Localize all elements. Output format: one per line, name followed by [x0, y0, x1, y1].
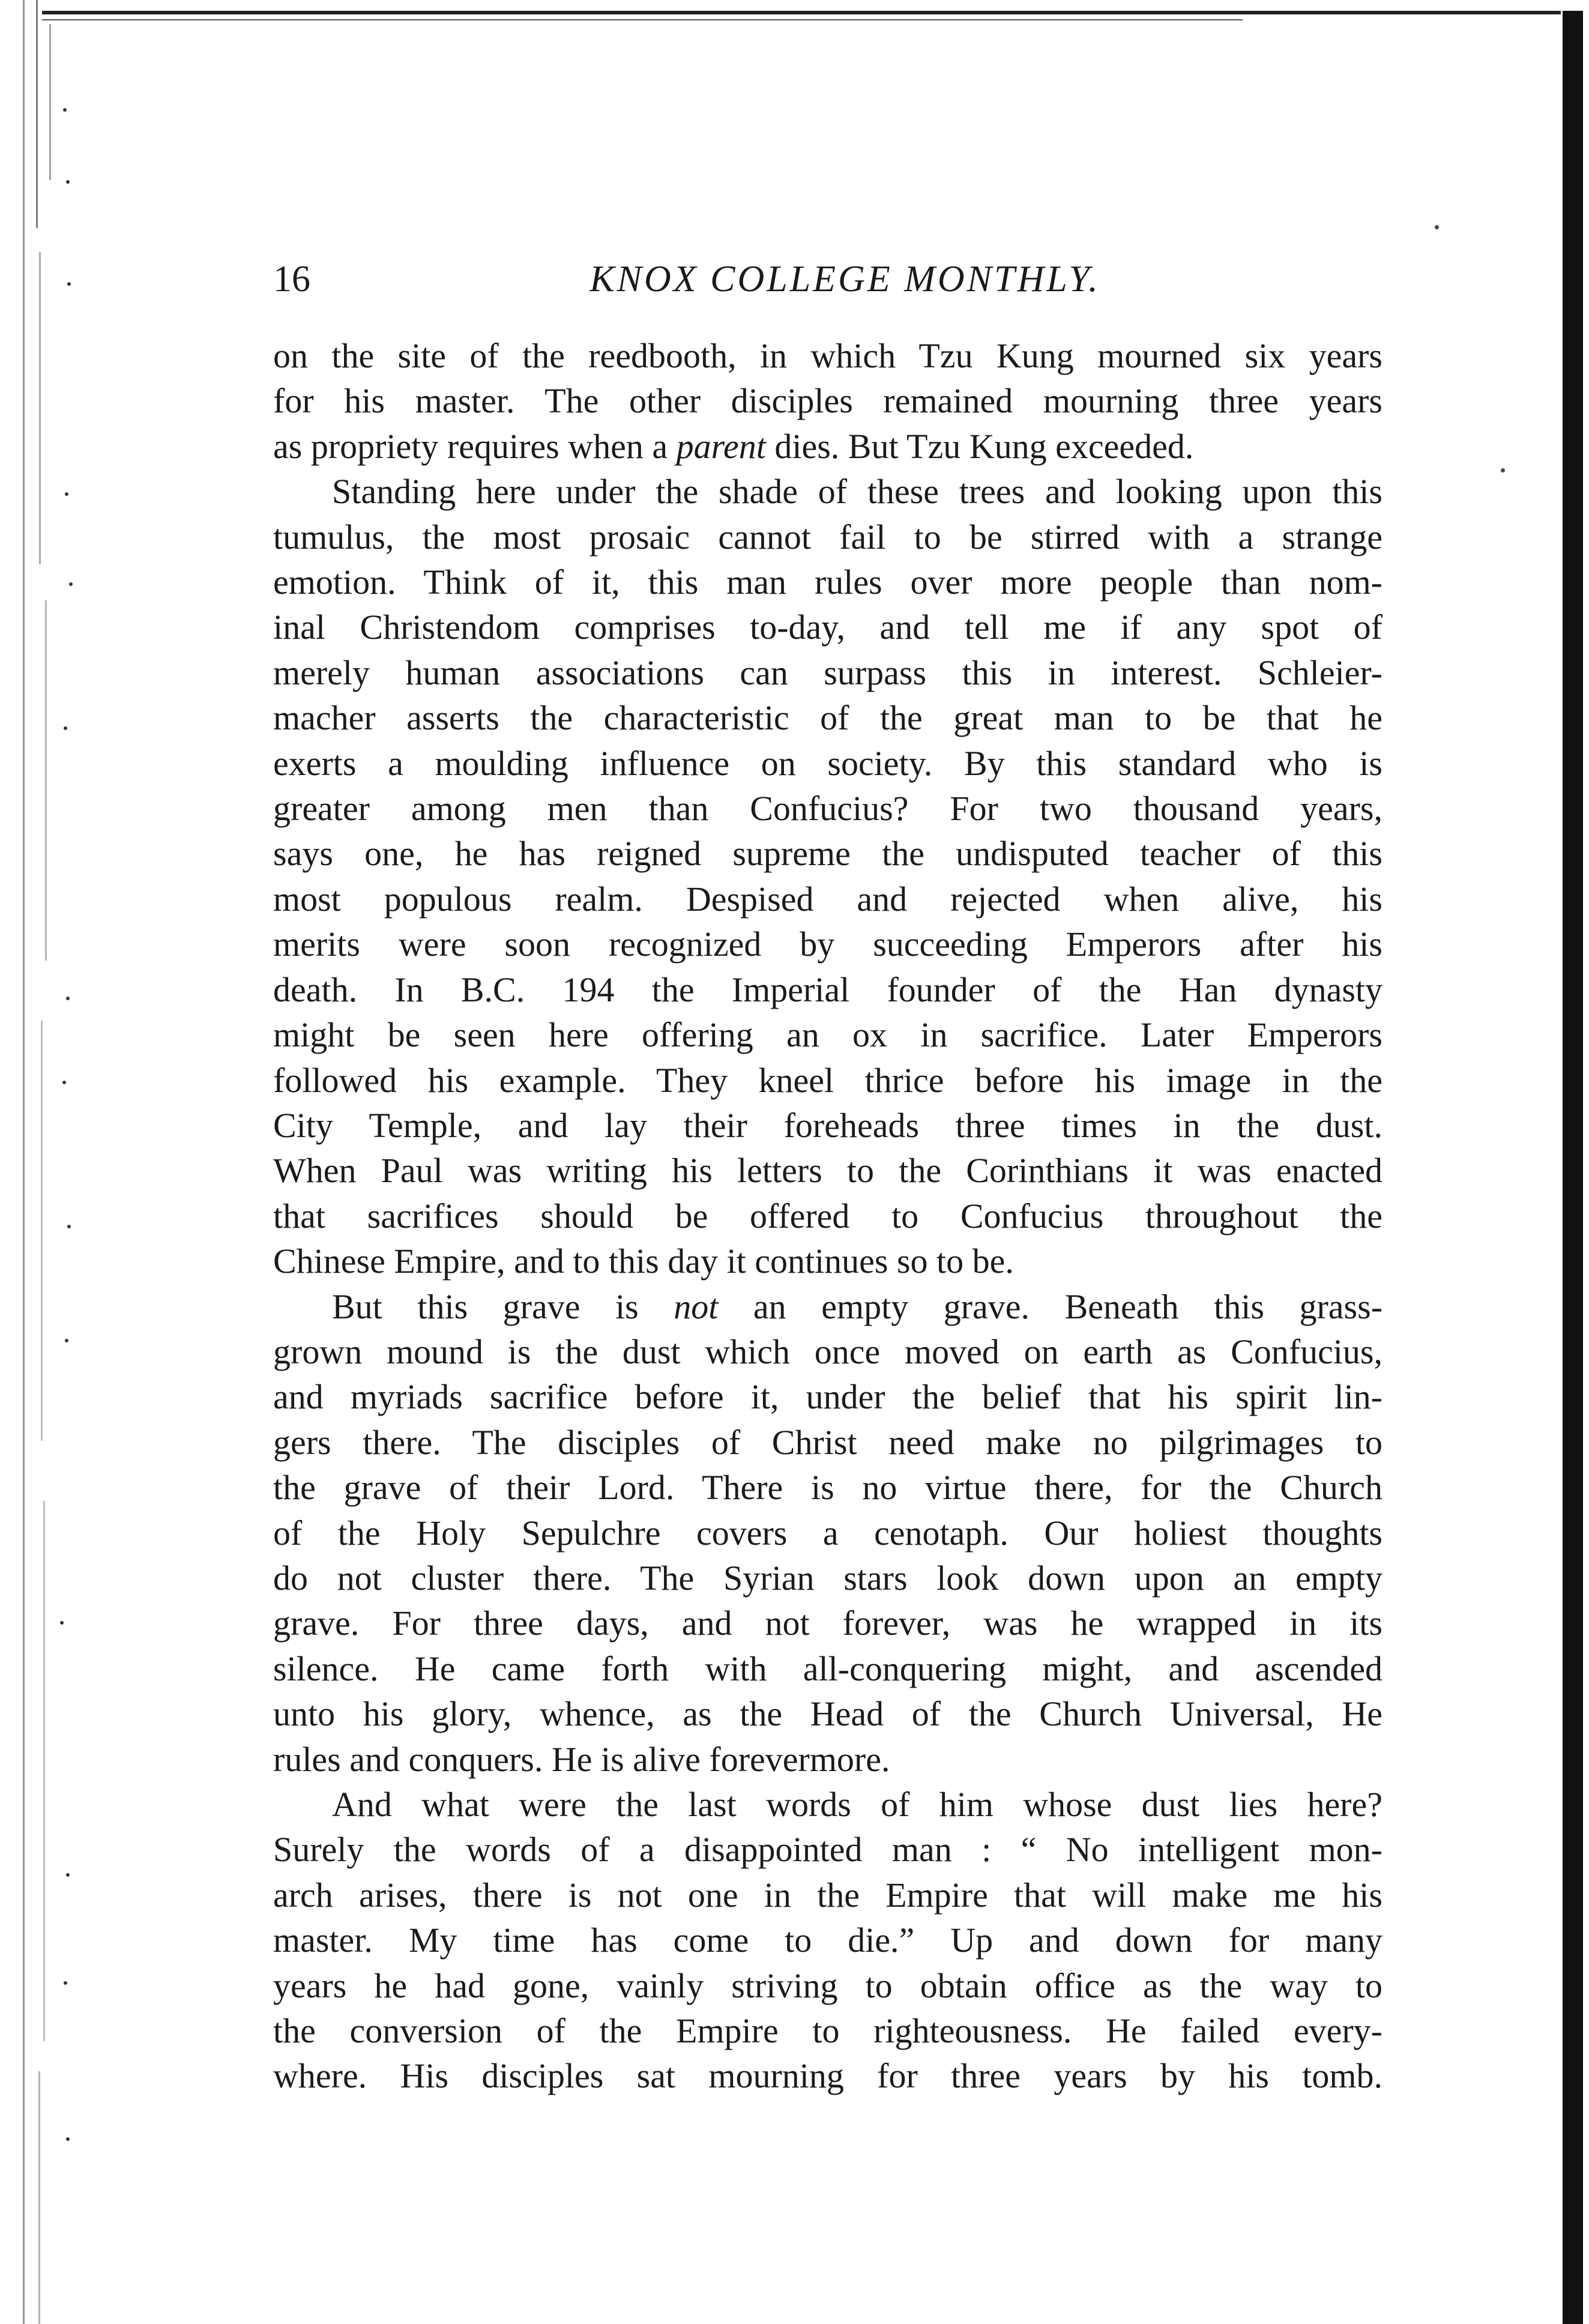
text-line: do not cluster there. The Syrian stars look down upon an empty [273, 1558, 1382, 1598]
paragraph-3 [273, 1284, 1382, 1782]
paragraph-4 [273, 1782, 1382, 2099]
text-line: grave. For three days, and not forever, was he wrapped in its [273, 1604, 1382, 1643]
text-line: Surely the words of a disappointed man : “ No intelligent mon- [273, 1830, 1382, 1870]
text-line: And what were the last words of him whose dust lies here? [332, 1785, 1382, 1824]
text-line: emotion. Think of it, this man rules over more people than nom- [273, 563, 1382, 602]
text-line: greater among men than Confucius? For two thousand years, [273, 789, 1382, 828]
text-line: master. My time has come to die.” Up and down for many [273, 1921, 1382, 1960]
text-line: silence. He came forth with all-conquering might, and ascended [273, 1649, 1382, 1688]
text-line: merely human associations can surpass this in interest. Schleier- [273, 653, 1382, 692]
italic-word: not [674, 1287, 719, 1326]
page-header [273, 255, 1417, 303]
text-line: grown mound is the dust which once moved on earth as Confucius, [273, 1332, 1382, 1371]
text-line: the conversion of the Empire to righteousness. He failed every- [273, 2011, 1382, 2051]
text-line: the grave of their Lord. There is no virtue there, for the Church [273, 1468, 1382, 1508]
text-line: death. In B.C. 194 the Imperial founder of the Han dynasty [273, 970, 1382, 1009]
text-line: gers there. The disciples of Christ need make no pilgrimages to [273, 1422, 1382, 1462]
text-line: on the site of the reedbooth, in which Tzu Kung mourned six years [273, 336, 1382, 375]
top-rule [42, 11, 1561, 14]
text-line: arch arises, there is not one in the Empire that will make me his [273, 1875, 1382, 1915]
top-rule-thin [42, 19, 1243, 20]
text-line: that sacrifices should be offered to Confucius throughout the [273, 1196, 1382, 1236]
text-line: City Temple, and lay their foreheads three times in the dust. [273, 1105, 1382, 1145]
paragraph-2 [273, 469, 1382, 1284]
body-text [273, 333, 1382, 2099]
text-line: macher asserts the characteristic of the great man to be that he [273, 698, 1382, 738]
paragraph-1 [273, 333, 1382, 469]
text-line: most populous realm. Despised and rejected when alive, his [273, 879, 1382, 919]
text-line: inal Christendom comprises to-day, and tell me if any spot of [273, 608, 1382, 647]
text-line: as propriety requires when a parent dies. But Tzu Kung exceeded. [273, 426, 1194, 466]
text-line: might be seen here offering an ox in sacrifice. Later Emperors [273, 1015, 1382, 1055]
text-line: But this grave is not an empty grave. Beneath this grass- [332, 1287, 1383, 1326]
text-line: and myriads sacrifice before it, under the belief that his spirit lin- [273, 1377, 1382, 1417]
text-line: unto his glory, whence, as the Head of the Church Universal, He [273, 1694, 1382, 1734]
text-line: merits were soon recognized by succeeding Emperors after his [273, 925, 1382, 964]
binding-edge [12, 0, 78, 2324]
page-edge-bar [1563, 11, 1583, 2324]
text-line: where. His disciples sat mourning for three years by his tomb. [273, 2056, 1382, 2096]
text-line: of the Holy Sepulchre covers a cenotaph. Our holiest thoughts [273, 1513, 1382, 1553]
text-line: says one, he has reigned supreme the undisputed teacher of this [273, 834, 1382, 874]
italic-word: parent [676, 426, 766, 466]
page-number: 16 [273, 259, 310, 300]
text-line: Chinese Empire, and to this day it continues so to be. [273, 1242, 1014, 1281]
text-line: exerts a moulding influence on society. By this standard who is [273, 743, 1382, 783]
text-line: Standing here under the shade of these trees and looking upon this [332, 472, 1382, 512]
text-line: followed his example. They kneel thrice before his image in the [273, 1060, 1382, 1100]
text-line: rules and conquers. He is alive forevermore. [273, 1739, 890, 1779]
text-line: When Paul was writing his letters to the Corinthians it was enacted [273, 1151, 1382, 1191]
running-head: KNOX COLLEGE MONTHLY. [589, 259, 1100, 300]
text-line: years he had gone, vainly striving to obtain office as the way to [273, 1966, 1382, 2005]
text-line: tumulus, the most prosaic cannot fail to be stirred with a strange [273, 517, 1382, 557]
text-line: for his master. The other disciples remained mourning three years [273, 381, 1382, 421]
